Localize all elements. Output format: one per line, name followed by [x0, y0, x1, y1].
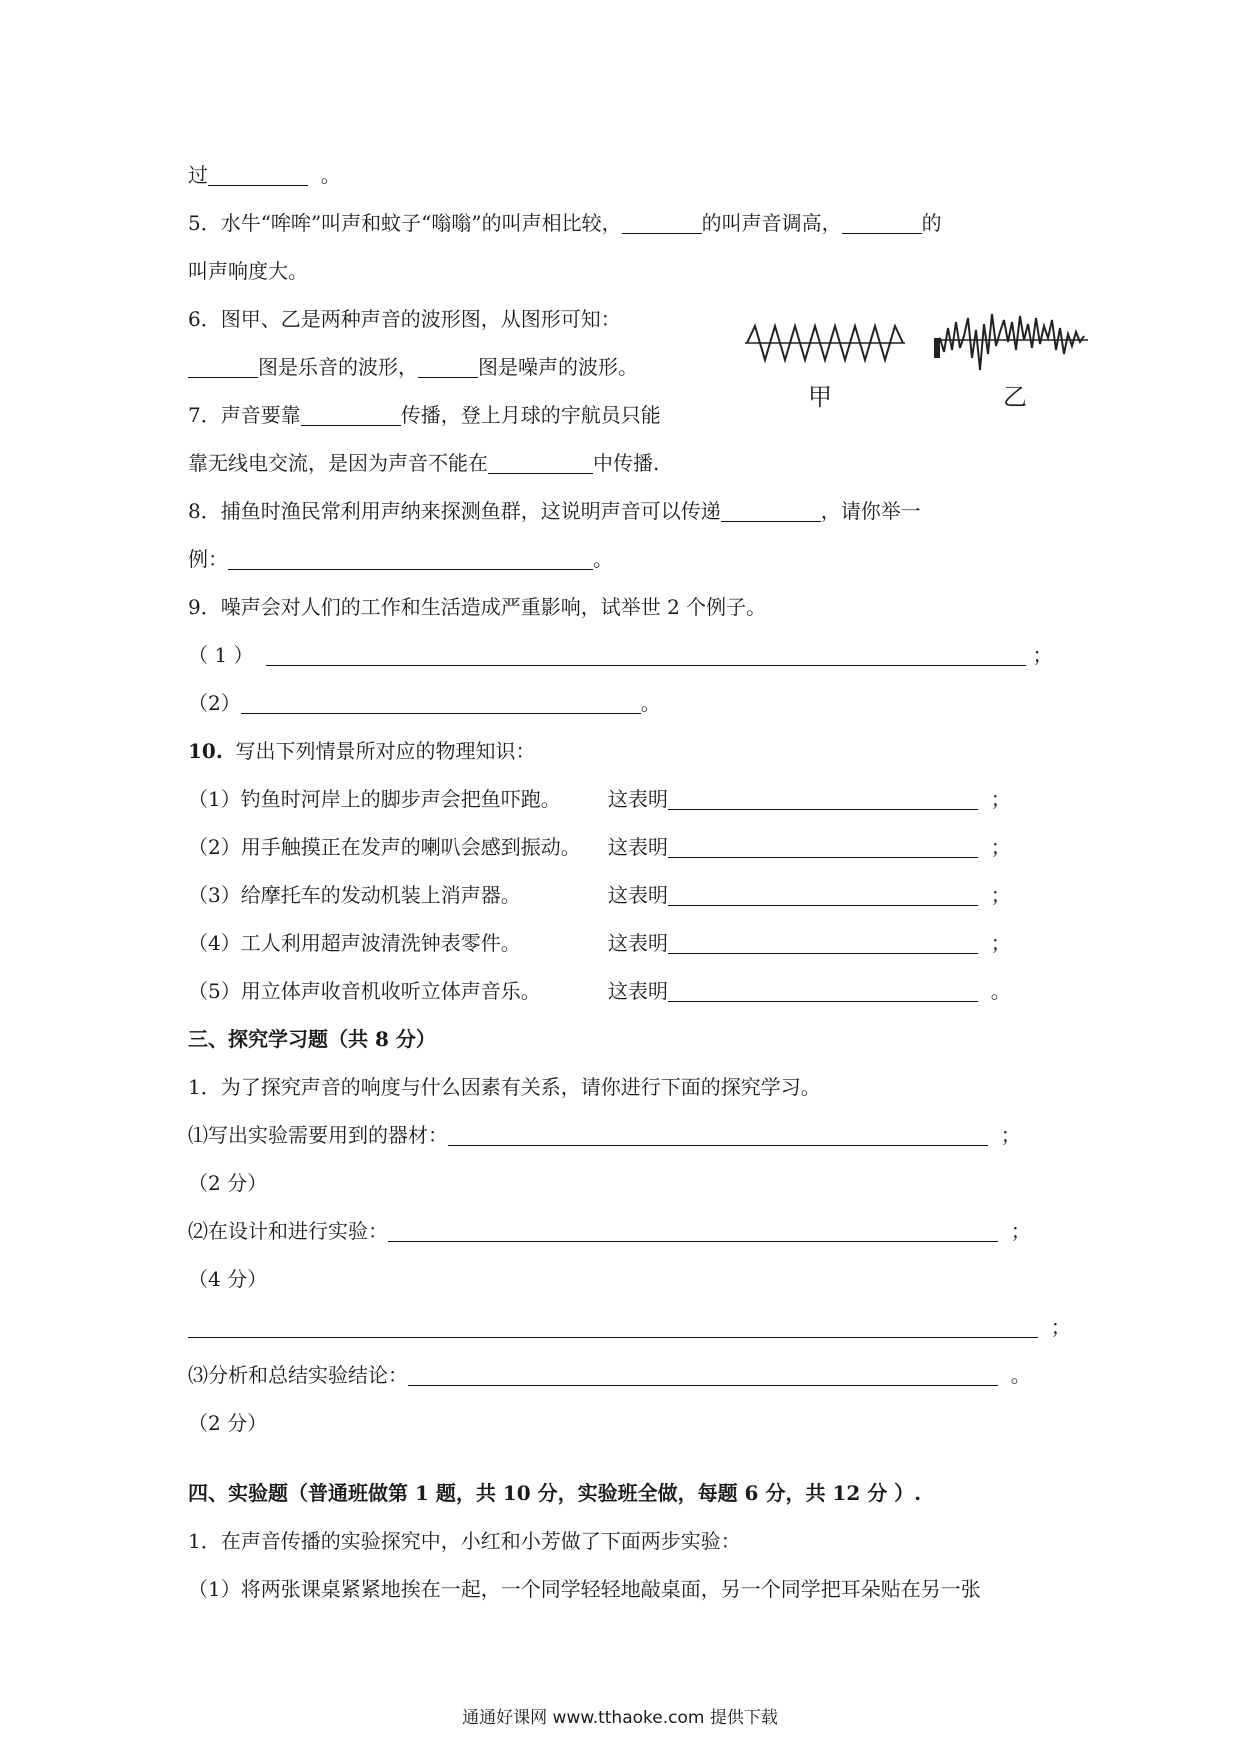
q9-item1-label: （ 1 ）: [188, 643, 254, 667]
q9-item2-blank[interactable]: [241, 693, 641, 714]
q6-line1: 6．图甲、乙是两种声音的波形图，从图形可知：: [188, 307, 621, 331]
q4-prefix: 过: [188, 163, 208, 187]
section3-part1-text: ⑴写出实验需要用到的器材：: [188, 1123, 448, 1147]
q10-item-1-text: （1）钓鱼时河岸上的脚步声会把鱼吓跑。: [188, 787, 561, 811]
q8-text-c: 例：: [188, 547, 228, 571]
section3-part3-text: ⑶分析和总结实验结论：: [188, 1363, 408, 1387]
q10-item-1: [188, 786, 1011, 812]
section3-part2-text: ⑵在设计和进行实验：: [188, 1219, 388, 1243]
waveform-jia-figure: [745, 318, 905, 368]
q10-item-1-end: ；: [990, 787, 1011, 811]
section3-part3-end: 。: [1010, 1363, 1031, 1387]
q7-line1: [188, 402, 661, 428]
q7-text-d: 中传播.: [593, 451, 660, 475]
q9-item1-end: ；: [1032, 643, 1053, 667]
q7-line2: [188, 450, 659, 476]
q10-item-5-end: 。: [990, 979, 1011, 1003]
section3-part2-extra: [188, 1314, 1071, 1340]
q8-blank-1[interactable]: [721, 501, 821, 522]
waveform-yi-label: 乙: [1003, 383, 1027, 411]
section3-part3-score: （2 分）: [188, 1411, 268, 1435]
q4-suffix: 。: [320, 163, 341, 187]
q5-text-c: 的: [921, 211, 942, 235]
q8-line2: [188, 546, 613, 572]
section3-part2-extra-blank[interactable]: [188, 1317, 1038, 1338]
q9-item2-label: （2）: [188, 691, 241, 715]
q4-answer-blank[interactable]: [208, 165, 308, 186]
q10-number: 10.: [188, 739, 223, 763]
section3-part1: [188, 1122, 1021, 1148]
q10-item-5: [188, 978, 1011, 1004]
q6-text-b: 图是噪声的波形。: [478, 355, 638, 379]
q10-title-text: 写出下列情景所对应的物理知识：: [235, 739, 536, 763]
section3-part1-end: ；: [1000, 1123, 1021, 1147]
q10-item-4-text: （4）工人利用超声波清洗钟表零件。: [188, 931, 521, 955]
section3-part2-end: ；: [1010, 1219, 1031, 1243]
q7-blank-2[interactable]: [488, 453, 593, 474]
waveform-yi-figure: [928, 310, 1088, 385]
section4-heading: 四、实验题（普通班做第 1 题，共 10 分，实验班全做，每题 6 分，共 12 分 ）.: [188, 1481, 922, 1505]
q9-title: 9．噪声会对人们的工作和生活造成严重影响，试举世 2 个例子。: [188, 595, 767, 619]
section3-part2-blank[interactable]: [388, 1221, 998, 1242]
q9-item1-blank[interactable]: [266, 645, 1026, 666]
q10-title: [188, 738, 536, 764]
q6-line2: [188, 354, 638, 380]
section3-part1-score: （2 分）: [188, 1171, 268, 1195]
q8-text-d: 。: [593, 547, 613, 571]
page-footer: 通通好课网 www.tthaoke.com 提供下载: [462, 1708, 778, 1728]
section3-part2: [188, 1218, 1031, 1244]
q10-item-2-text: （2）用手触摸正在发声的喇叭会感到振动。: [188, 835, 581, 859]
q10-item-4-blank[interactable]: [668, 933, 978, 954]
q5-blank-1[interactable]: [622, 213, 702, 234]
q10-item-1-blank[interactable]: [668, 789, 978, 810]
q5-blank-2[interactable]: [842, 213, 922, 234]
q10-item-4-end: ；: [990, 931, 1011, 955]
q10-item-1-prompt: 这表明: [608, 787, 668, 811]
q7-blank-1[interactable]: [301, 405, 401, 426]
q5-line2: 叫声响度大。: [188, 259, 308, 283]
q10-item-4: [188, 930, 1011, 956]
q10-item-3-end: ；: [990, 883, 1011, 907]
section3-part2-extra-end: ；: [1050, 1315, 1071, 1339]
q10-item-4-prompt: 这表明: [608, 931, 668, 955]
q10-item-2-blank[interactable]: [668, 837, 978, 858]
q10-item-3-prompt: 这表明: [608, 883, 668, 907]
section3-heading: 三、探究学习题（共 8 分）: [188, 1027, 436, 1051]
q4-tail-line: [188, 162, 341, 188]
q6-blank-2[interactable]: [418, 357, 478, 378]
q10-item-3-text: （3）给摩托车的发动机装上消声器。: [188, 883, 521, 907]
q10-item-2-prompt: 这表明: [608, 835, 668, 859]
q6-text-a: 图是乐音的波形，: [258, 355, 418, 379]
section4-q1-item1: （1）将两张课桌紧紧地挨在一起，一个同学轻轻地敲桌面，另一个同学把耳朵贴在另一张: [188, 1577, 981, 1601]
section3-part2-score: （4 分）: [188, 1267, 268, 1291]
q8-text-a: 8．捕鱼时渔民常利用声纳来探测鱼群，这说明声音可以传递: [188, 499, 721, 523]
q10-item-5-blank[interactable]: [668, 981, 978, 1002]
q10-item-2: [188, 834, 1011, 860]
q8-line1: [188, 498, 921, 524]
q7-text-c: 靠无线电交流，是因为声音不能在: [188, 451, 488, 475]
section3-part1-blank[interactable]: [448, 1125, 988, 1146]
section3-part3: [188, 1362, 1031, 1388]
q8-text-b: ，请你举一: [820, 499, 921, 523]
q8-blank-2[interactable]: [228, 549, 593, 570]
q5-text-b: 的叫声音调高，: [701, 211, 842, 235]
section3-part3-blank[interactable]: [408, 1365, 998, 1386]
q10-item-3: [188, 882, 1011, 908]
q7-text-a: 7．声音要靠: [188, 403, 301, 427]
waveform-jia-label: 甲: [808, 383, 832, 411]
q10-item-3-blank[interactable]: [668, 885, 978, 906]
q10-item-2-end: ；: [990, 835, 1011, 859]
q9-item2-end: 。: [640, 691, 661, 715]
q9-item2: [188, 690, 661, 716]
q10-item-5-prompt: 这表明: [608, 979, 668, 1003]
section3-q1: 1．为了探究声音的响度与什么因素有关系，请你进行下面的探究学习。: [188, 1075, 821, 1099]
q10-item-5-text: （5）用立体声收音机收听立体声音乐。: [188, 979, 541, 1003]
q7-text-b: 传播，登上月球的宇航员只能: [400, 403, 661, 427]
section4-q1: 1．在声音传播的实验探究中，小红和小芳做了下面两步实验：: [188, 1529, 741, 1553]
q5-text-a: 5．水牛“哞哞”叫声和蚊子“嗡嗡”的叫声相比较，: [188, 211, 622, 235]
q5-line1: [188, 210, 942, 236]
q9-item1: [188, 642, 1053, 668]
q6-blank-1[interactable]: [188, 357, 258, 378]
